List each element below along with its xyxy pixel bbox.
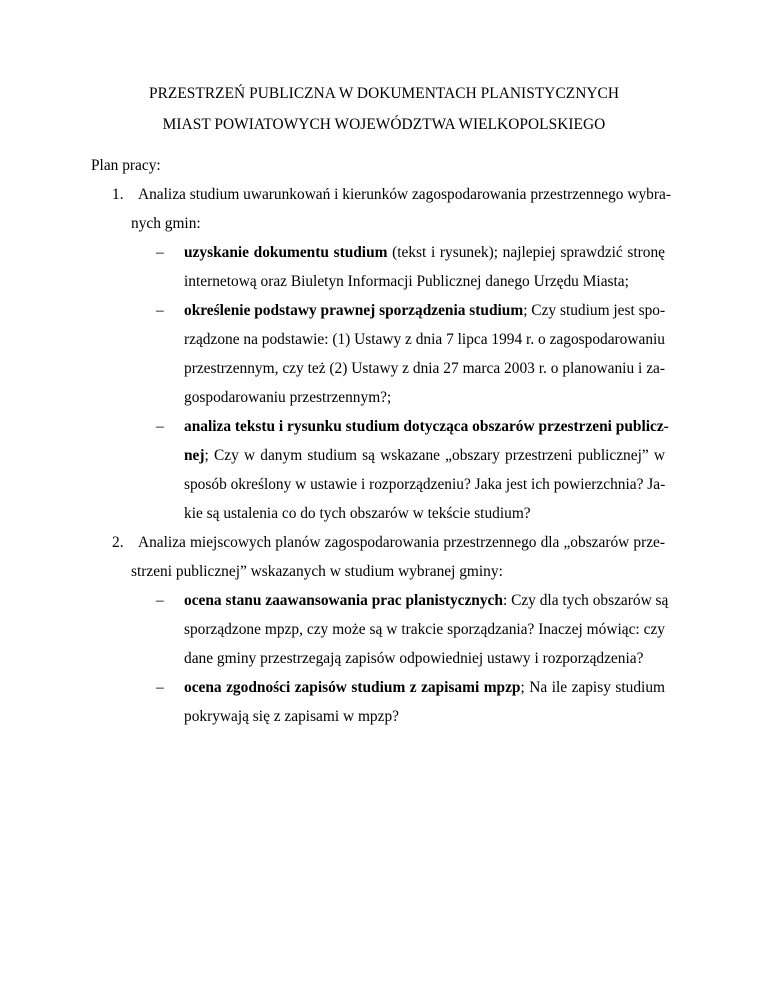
plan-heading: Plan pracy:: [91, 157, 161, 174]
bold-phrase: ocena stanu zaawansowania prac planistycznych: [184, 592, 503, 609]
subitem-line: [184, 586, 669, 615]
subitem-line: pokrywają się z zapisami w mpzp?: [184, 708, 399, 725]
list-item: [0, 586, 768, 673]
title-line-2: MIAST POWIATOWYCH WOJEWÓDZTWA WIELKOPOLSKIEGO: [162, 116, 606, 133]
subitem-line: dane gminy przestrzegają zapisów odpowiedniej ustawy i rozporządzenia?: [184, 650, 644, 667]
subitem-line: internetową oraz Biuletyn Informacji Publicznej danego Urzędu Miasta;: [184, 273, 629, 290]
dash-bullet: –: [156, 418, 164, 435]
subitem-line: sposób określony w ustawie i rozporządzeniu? Jaka jest ich powierzchnia? Ja-: [184, 476, 666, 493]
list-item: [0, 180, 768, 528]
dash-bullet: –: [156, 244, 164, 261]
text-span: ; Na ile zapisy studium: [520, 679, 665, 696]
step-line: Analiza miejscowych planów zagospodarowania przestrzennego dla „obszarów prze-: [138, 534, 665, 551]
title-line-1: PRZESTRZEŃ PUBLICZNA W DOKUMENTACH PLANISTYCZNYCH: [148, 85, 620, 102]
list-item: [0, 238, 768, 296]
step-line: nych gmin:: [131, 215, 201, 232]
text-span: ; Czy w danym studium są wskazane „obszary przestrzeni publicznej” w: [204, 447, 665, 464]
subitem-line: przestrzennym, czy też (2) Ustawy z dnia 27 marca 2003 r. o planowaniu i za-: [184, 360, 665, 377]
subitems-list: [0, 238, 768, 528]
subitem-line: [184, 412, 669, 441]
subitem-line: rządzone na podstawie: (1) Ustawy z dnia 7 lipca 1994 r. o zagospodarowaniu: [184, 331, 665, 348]
steps-list: [0, 180, 768, 731]
text-span: ; Czy studium jest spo-: [523, 302, 666, 319]
bold-phrase: ocena zgodności zapisów studium z zapisami mpzp: [184, 679, 521, 696]
document-title: [0, 78, 768, 140]
subitem-text: [184, 296, 665, 412]
step-number: 1.: [112, 186, 124, 203]
subitem-line: [184, 441, 665, 470]
step-line: Analiza studium uwarunkowań i kierunków zagospodarowania przestrzennego wybra-: [138, 186, 671, 203]
list-item: [0, 412, 768, 528]
subitem-line: [184, 238, 665, 267]
subitem-line: sporządzone mpzp, czy może są w trakcie sporządzania? Inaczej mówiąc: czy: [184, 621, 665, 638]
bold-phrase: określenie podstawy prawnej sporządzenia studium: [184, 302, 524, 319]
text-span: : Czy dla tych obszarów są: [502, 592, 669, 609]
list-item: [0, 296, 768, 412]
step-text: [131, 528, 665, 586]
subitem-text: [184, 586, 669, 673]
subitem-text: [184, 673, 665, 731]
step-text: [131, 180, 671, 238]
dash-bullet: –: [156, 592, 164, 609]
subitem-line: [184, 296, 665, 325]
subitems-list: [0, 586, 768, 731]
subitem-line: [184, 673, 665, 702]
bold-phrase: analiza tekstu i rysunku studium dotycząca obszarów przestrzeni publicz-: [184, 418, 669, 435]
text-span: (tekst i rysunek); najlepiej sprawdzić stronę: [387, 244, 665, 261]
bold-phrase: nej: [184, 447, 205, 464]
step-line: strzeni publicznej” wskazanych w studium wybranej gminy:: [131, 563, 503, 580]
subitem-line: gospodarowaniu przestrzennym?;: [184, 389, 392, 406]
list-item: [0, 673, 768, 731]
step-number: 2.: [112, 534, 124, 551]
dash-bullet: –: [156, 679, 164, 696]
subitem-text: [184, 238, 665, 296]
subitem-line: kie są ustalenia co do tych obszarów w tekście studium?: [184, 505, 531, 522]
bold-phrase: uzyskanie dokumentu studium: [184, 244, 388, 261]
dash-bullet: –: [156, 302, 164, 319]
list-item: [0, 528, 768, 731]
subitem-text: [184, 412, 669, 528]
